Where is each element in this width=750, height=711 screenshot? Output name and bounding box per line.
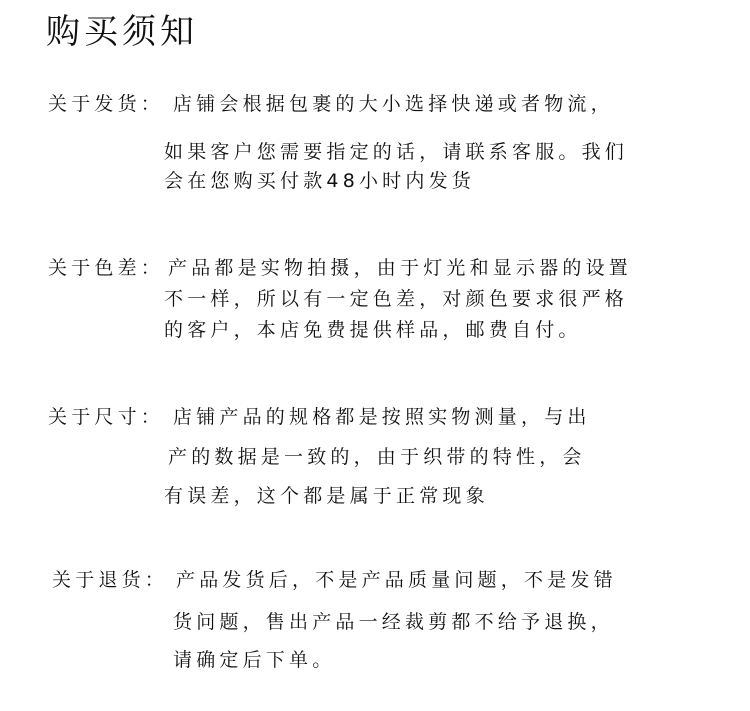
section-line: 店铺会根据包裹的大小选择快递或者物流， [173,93,614,115]
section-line: 如果客户您需要指定的话，请联系客服。我们 [164,141,629,163]
section-heading: 关于尺寸： [48,406,165,428]
section-line: 请确定后下单。 [173,649,336,671]
section-line: 会在您购买付款48小时内发货 [164,170,475,192]
section-heading: 关于退货： [52,569,169,591]
section-line: 产品都是实物拍摄，由于灯光和显示器的设置 [168,257,633,279]
section-line: 货问题，售出产品一经裁剪都不给予退换， [173,611,614,633]
section-line: 的客户，本店免费提供样品，邮费自付。 [164,319,582,341]
section-line: 不一样，所以有一定色差，对颜色要求很严格 [164,288,629,310]
page-title: 购买须知 [46,12,198,52]
section-line: 产品发货后，不是产品质量问题，不是发错 [176,569,617,591]
section-line: 店铺产品的规格都是按照实物测量，与出 [173,406,591,428]
section-heading: 关于发货： [48,93,165,115]
section-line: 产的数据是一致的，由于织带的特性，会 [168,446,586,468]
section-line: 有误差，这个都是属于正常现象 [164,485,489,507]
section-heading: 关于色差： [48,257,165,279]
